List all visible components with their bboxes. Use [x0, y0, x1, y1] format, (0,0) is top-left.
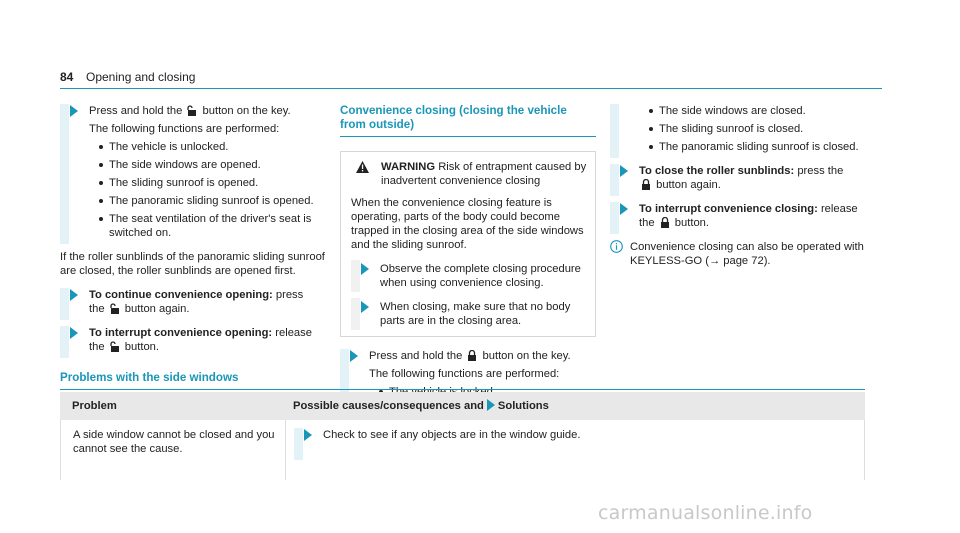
heading-line: from outside) — [340, 118, 415, 131]
list-item: The sliding sunroof is opened. — [99, 176, 325, 190]
step-arrow-icon — [620, 203, 628, 215]
problem-cell: A side window cannot be closed and you cannot see the cause. — [61, 420, 286, 480]
header-text: Solutions — [497, 400, 549, 412]
step-bar — [610, 164, 619, 196]
step-text: button again. — [124, 303, 190, 315]
step-text: button on the key. — [202, 105, 291, 117]
heading-divider — [340, 136, 596, 137]
step-text: button. — [124, 341, 159, 353]
lock-icon — [467, 350, 477, 361]
warning-body: When the convenience closing feature is operating, parts of the body could become trapped in the closing area of the side windows and the sliding sunroof. — [351, 197, 584, 251]
step-arrow-icon — [361, 301, 369, 313]
step-heading: To close the roller sunblinds: — [639, 165, 795, 177]
table-header — [60, 392, 865, 420]
unlock-icon — [187, 105, 197, 116]
column-opening — [60, 104, 325, 364]
step-closing-results — [610, 104, 870, 154]
step-arrow-icon — [350, 350, 358, 362]
section-title: Opening and closing — [86, 70, 196, 84]
list-item: The panoramic sliding sunroof is opened. — [99, 194, 325, 208]
column-header-solutions — [285, 399, 865, 413]
info-note — [610, 240, 870, 268]
list-item: The side windows are opened. — [99, 158, 325, 172]
warning-step-text: Observe the complete closing procedure when using convenience closing. — [380, 263, 581, 289]
unlock-icon — [110, 341, 120, 352]
warning-triangle-icon — [356, 161, 369, 177]
step-interrupt-opening — [60, 326, 325, 354]
section-heading — [340, 104, 596, 132]
solution-text: Check to see if any objects are in the window guide. — [323, 429, 581, 441]
step-arrow-icon — [361, 263, 369, 275]
watermark: carmanualsonline.info — [598, 502, 813, 524]
column-closing-cont — [610, 104, 870, 268]
step-text: the — [89, 303, 105, 315]
step-text: Press and hold the — [89, 105, 183, 117]
step-arrow-icon — [70, 105, 78, 117]
step-bar — [351, 298, 360, 330]
step-interrupt-closing — [610, 202, 870, 230]
problems-table — [60, 392, 865, 480]
list-item: The seat ventilation of the driver's seat is switched on. — [99, 212, 325, 240]
step-bar — [60, 288, 69, 320]
unlock-icon — [110, 303, 120, 314]
list-item: The vehicle is unlocked. — [99, 140, 325, 154]
warning-headline: Risk of entrapment caused by inadvertent convenience closing — [381, 161, 587, 187]
step-bar — [60, 104, 69, 244]
list-item: The sliding sunroof is closed. — [649, 122, 870, 136]
list-item: The panoramic sliding sunroof is closed. — [649, 140, 870, 154]
step-bar — [294, 428, 303, 460]
section-heading: Problems with the side windows — [60, 371, 239, 384]
step-close-sunblinds — [610, 164, 870, 192]
step-text: press the — [797, 165, 844, 177]
page-ref-arrow: → — [708, 255, 721, 267]
table-row — [60, 420, 865, 480]
solution-cell — [286, 420, 864, 480]
functions-list — [89, 140, 325, 240]
info-icon — [610, 240, 623, 257]
step-heading: To interrupt convenience opening: — [89, 327, 273, 339]
column-header-problem: Problem — [72, 400, 117, 412]
step-arrow-icon — [70, 289, 78, 301]
functions-list — [639, 104, 870, 154]
step-text: button. — [674, 217, 709, 229]
header-text: Possible causes/consequences and — [293, 400, 484, 412]
warning-step — [351, 300, 587, 328]
heading-divider — [60, 389, 865, 390]
lock-icon — [660, 217, 670, 228]
info-text: Convenience closing can also be operated with KEYLESS-GO ( — [630, 241, 864, 267]
step-arrow-icon — [304, 429, 312, 441]
step-heading: To continue convenience opening: — [89, 289, 273, 301]
step-continue-opening — [60, 288, 325, 316]
header-divider — [60, 88, 882, 89]
step-text: button again. — [656, 179, 721, 191]
step-arrow-icon — [70, 327, 78, 339]
step-text: the — [89, 341, 105, 353]
step-arrow-icon — [620, 165, 628, 177]
step-bar — [610, 104, 619, 158]
step-heading: To interrupt convenience closing: — [639, 203, 818, 215]
solution-step — [294, 428, 864, 442]
step-bar — [351, 260, 360, 292]
warning-header — [341, 160, 587, 188]
step-bar — [610, 202, 619, 234]
sunblind-note: If the roller sunblinds of the panoramic sliding sunroof are closed, the roller sunblinds are opened first. — [60, 251, 325, 277]
step-text: release — [820, 203, 858, 215]
step-bar — [60, 326, 69, 358]
functions-intro: The following functions are performed: — [89, 123, 280, 135]
step-text: Press and hold the — [369, 350, 463, 362]
step-text: the — [639, 217, 655, 229]
step-text: press — [275, 289, 304, 301]
step-arrow-icon — [487, 399, 495, 411]
page-number: 84 — [60, 70, 74, 84]
column-convenience-closing — [340, 104, 596, 409]
step-press-hold-unlock — [60, 104, 325, 240]
heading-line: Convenience closing (closing the vehicle — [340, 104, 567, 117]
step-text: release — [275, 327, 312, 339]
lock-icon — [641, 179, 651, 190]
warning-box — [340, 151, 596, 337]
functions-intro: The following functions are performed: — [369, 368, 560, 380]
page-ref-link[interactable]: page 72). — [723, 255, 771, 267]
warning-label: WARNING — [381, 161, 436, 173]
warning-step — [351, 262, 587, 290]
step-text: button on the key. — [482, 350, 571, 362]
list-item: The side windows are closed. — [649, 104, 870, 118]
warning-step-text: When closing, make sure that no body parts are in the closing area. — [380, 301, 571, 327]
